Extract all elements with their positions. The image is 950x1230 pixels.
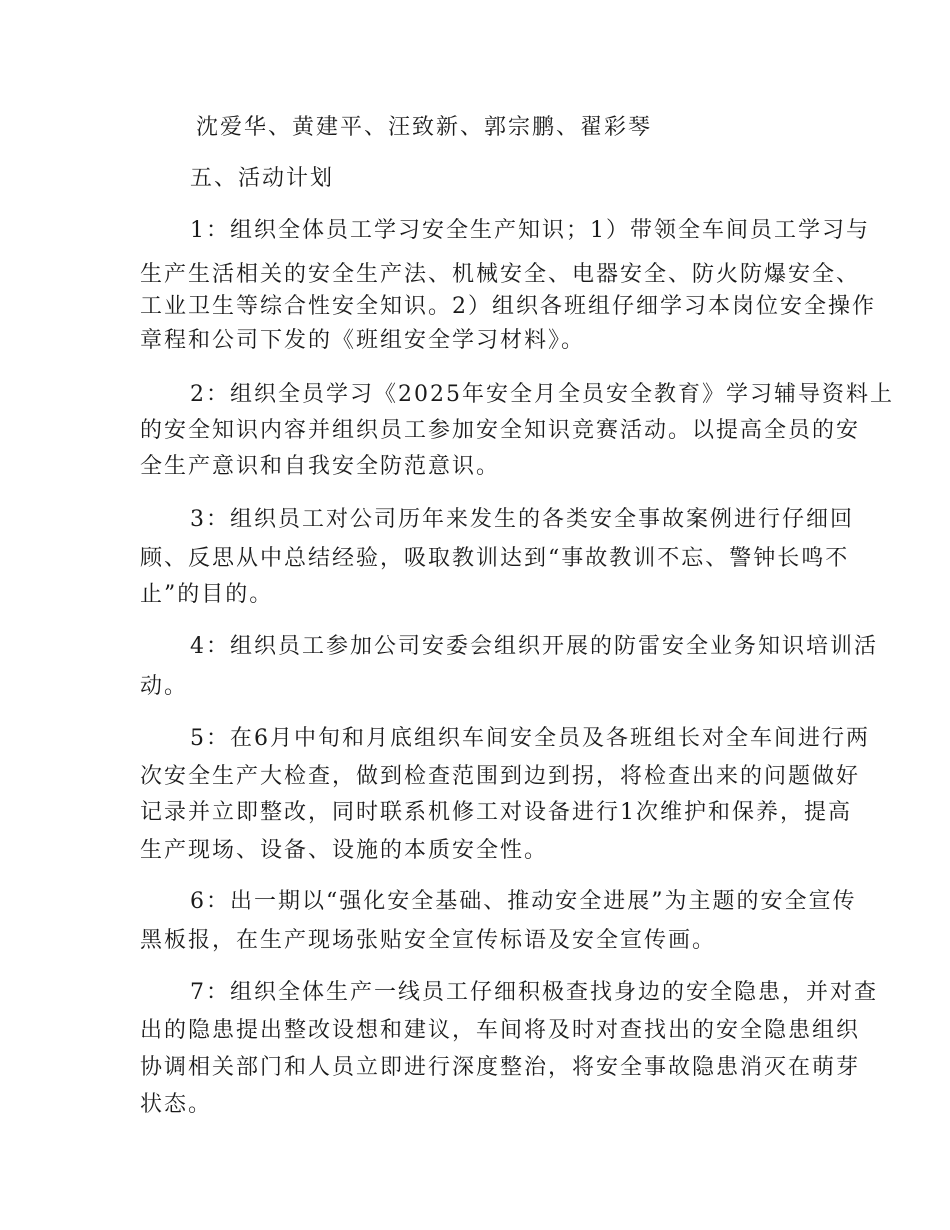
paragraph-line: 2：组织全员学习《2025年安全月全员安全教育》学习辅导资料上 bbox=[190, 382, 894, 407]
paragraph-line: 工业卫生等综合性安全知识。2）组织各班组仔细学习本岗位安全操作 bbox=[140, 294, 876, 319]
paragraph-line: 协调相关部门和人员立即进行深度整治，将安全事故隐患消灭在萌芽 bbox=[140, 1055, 861, 1080]
paragraph-line: 的安全知识内容并组织员工参加安全知识竞赛活动。以提高全员的安 bbox=[140, 418, 861, 443]
paragraph-line: 5：在6月中旬和月底组织车间安全员及各班组长对全车间进行两 bbox=[190, 726, 870, 751]
paragraph-line: 记录并立即整改，同时联系机修工对设备进行1次维护和保养，提高 bbox=[140, 800, 852, 825]
paragraph-line: 3：组织员工对公司历年来发生的各类安全事故案例进行仔细回 bbox=[190, 507, 854, 532]
paragraph-line: 生产现场、设备、设施的本质安全性。 bbox=[140, 838, 549, 863]
paragraph-line: 止”的目的。 bbox=[140, 582, 274, 607]
section-heading: 五、活动计划 bbox=[190, 166, 335, 191]
paragraph-line: 黑板报，在生产现场张贴安全宣传标语及安全宣传画。 bbox=[140, 928, 717, 953]
paragraph-line: 6：出一期以“强化安全基础、推动安全进展”为主题的安全宣传 bbox=[190, 889, 857, 914]
paragraph-line: 7：组织全体生产一线员工仔细积极查找身边的安全隐患，并对查 bbox=[190, 980, 878, 1005]
names-line: 沈爱华、黄建平、汪致新、郭宗鹏、翟彩琴 bbox=[196, 115, 653, 140]
paragraph-line: 4：组织员工参加公司安委会组织开展的防雷安全业务知识培训活 bbox=[190, 634, 878, 659]
paragraph-line: 状态。 bbox=[140, 1092, 213, 1117]
paragraph-line: 动。 bbox=[140, 674, 189, 699]
paragraph-line: 1：组织全体员工学习安全生产知识；1）带领全车间员工学习与 bbox=[190, 218, 870, 243]
paragraph-line: 章程和公司下发的《班组安全学习材料》。 bbox=[140, 328, 586, 353]
paragraph-line: 生产生活相关的安全生产法、机械安全、电器安全、防火防爆安全、 bbox=[140, 262, 861, 287]
paragraph-line: 全生产意识和自我安全防范意识。 bbox=[140, 454, 501, 479]
paragraph-line: 次安全生产大检查，做到检查范围到边到拐，将检查出来的问题做好 bbox=[140, 764, 861, 789]
paragraph-line: 顾、反思从中总结经验，吸取教训达到“事故教训不忘、警钟长鸣不 bbox=[140, 546, 850, 571]
paragraph-line: 出的隐患提出整改设想和建议，车间将及时对查找出的安全隐患组织 bbox=[140, 1018, 861, 1043]
